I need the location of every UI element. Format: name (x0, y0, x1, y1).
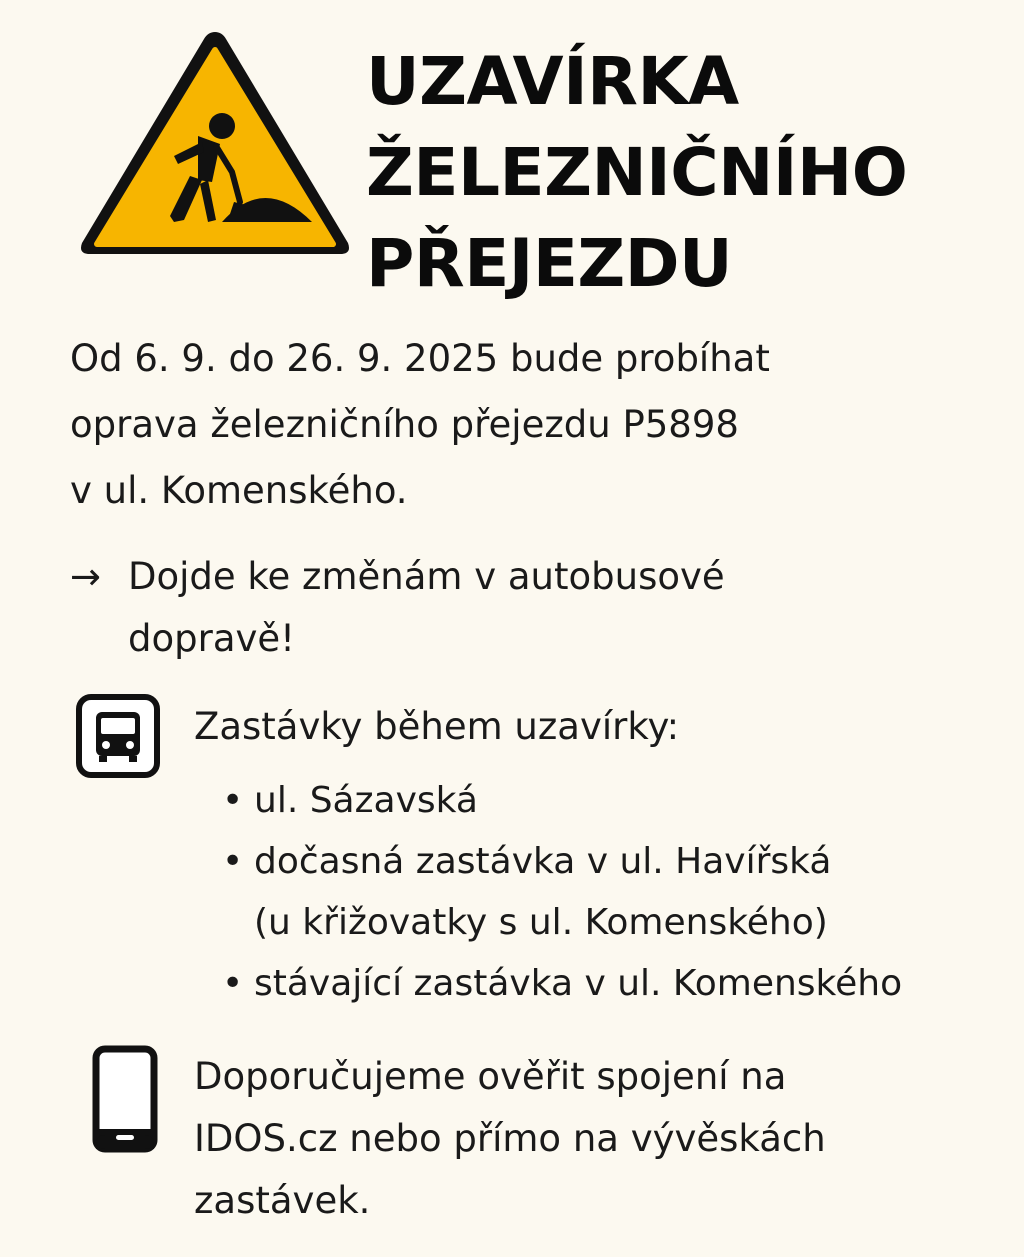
stops-heading: Zastávky během uzavírky: (194, 705, 680, 748)
list-item (222, 953, 1022, 1014)
right-arrow-icon: → (70, 555, 102, 598)
intro-line: v ul. Komenského. (70, 469, 408, 512)
closure-dates-paragraph (70, 326, 970, 524)
stop-line: stávající zastávka v ul. Komenského (254, 963, 903, 1004)
bullet: • (222, 780, 244, 821)
stop-line: dočasná zastávka v ul. Havířská (254, 841, 832, 882)
list-item (222, 770, 1022, 831)
stops-list (222, 770, 1022, 1014)
bullet: • (222, 841, 244, 882)
recommend-line: Doporučujeme ověřit spojení na (194, 1055, 787, 1098)
title-line: ŽELEZNIČNÍHO (366, 134, 908, 211)
title-line: UZAVÍRKA (366, 43, 739, 120)
intro-line: Od 6. 9. do 26. 9. 2025 bude probíhat (70, 337, 770, 380)
bus-stop-icon (76, 694, 160, 778)
stop-line: ul. Sázavská (254, 780, 478, 821)
recommendation-paragraph (194, 1046, 994, 1232)
page-title (366, 36, 907, 309)
title-line: PŘEJEZDU (366, 225, 733, 302)
road-works-warning-sign-icon (74, 24, 356, 262)
stop-line: (u křižovatky s ul. Komenského) (254, 902, 828, 943)
smartphone-icon (92, 1045, 158, 1153)
notice-text (128, 546, 725, 670)
bullet: • (222, 963, 244, 1004)
recommend-line: zastávek. (194, 1179, 371, 1222)
notice-line: Dojde ke změnám v autobusové (128, 555, 725, 598)
intro-line: oprava železničního přejezdu P5898 (70, 403, 739, 446)
recommend-line: IDOS.cz nebo přímo na vývěskách (194, 1117, 826, 1160)
notice-line: dopravě! (128, 617, 295, 660)
list-item (222, 831, 1022, 953)
